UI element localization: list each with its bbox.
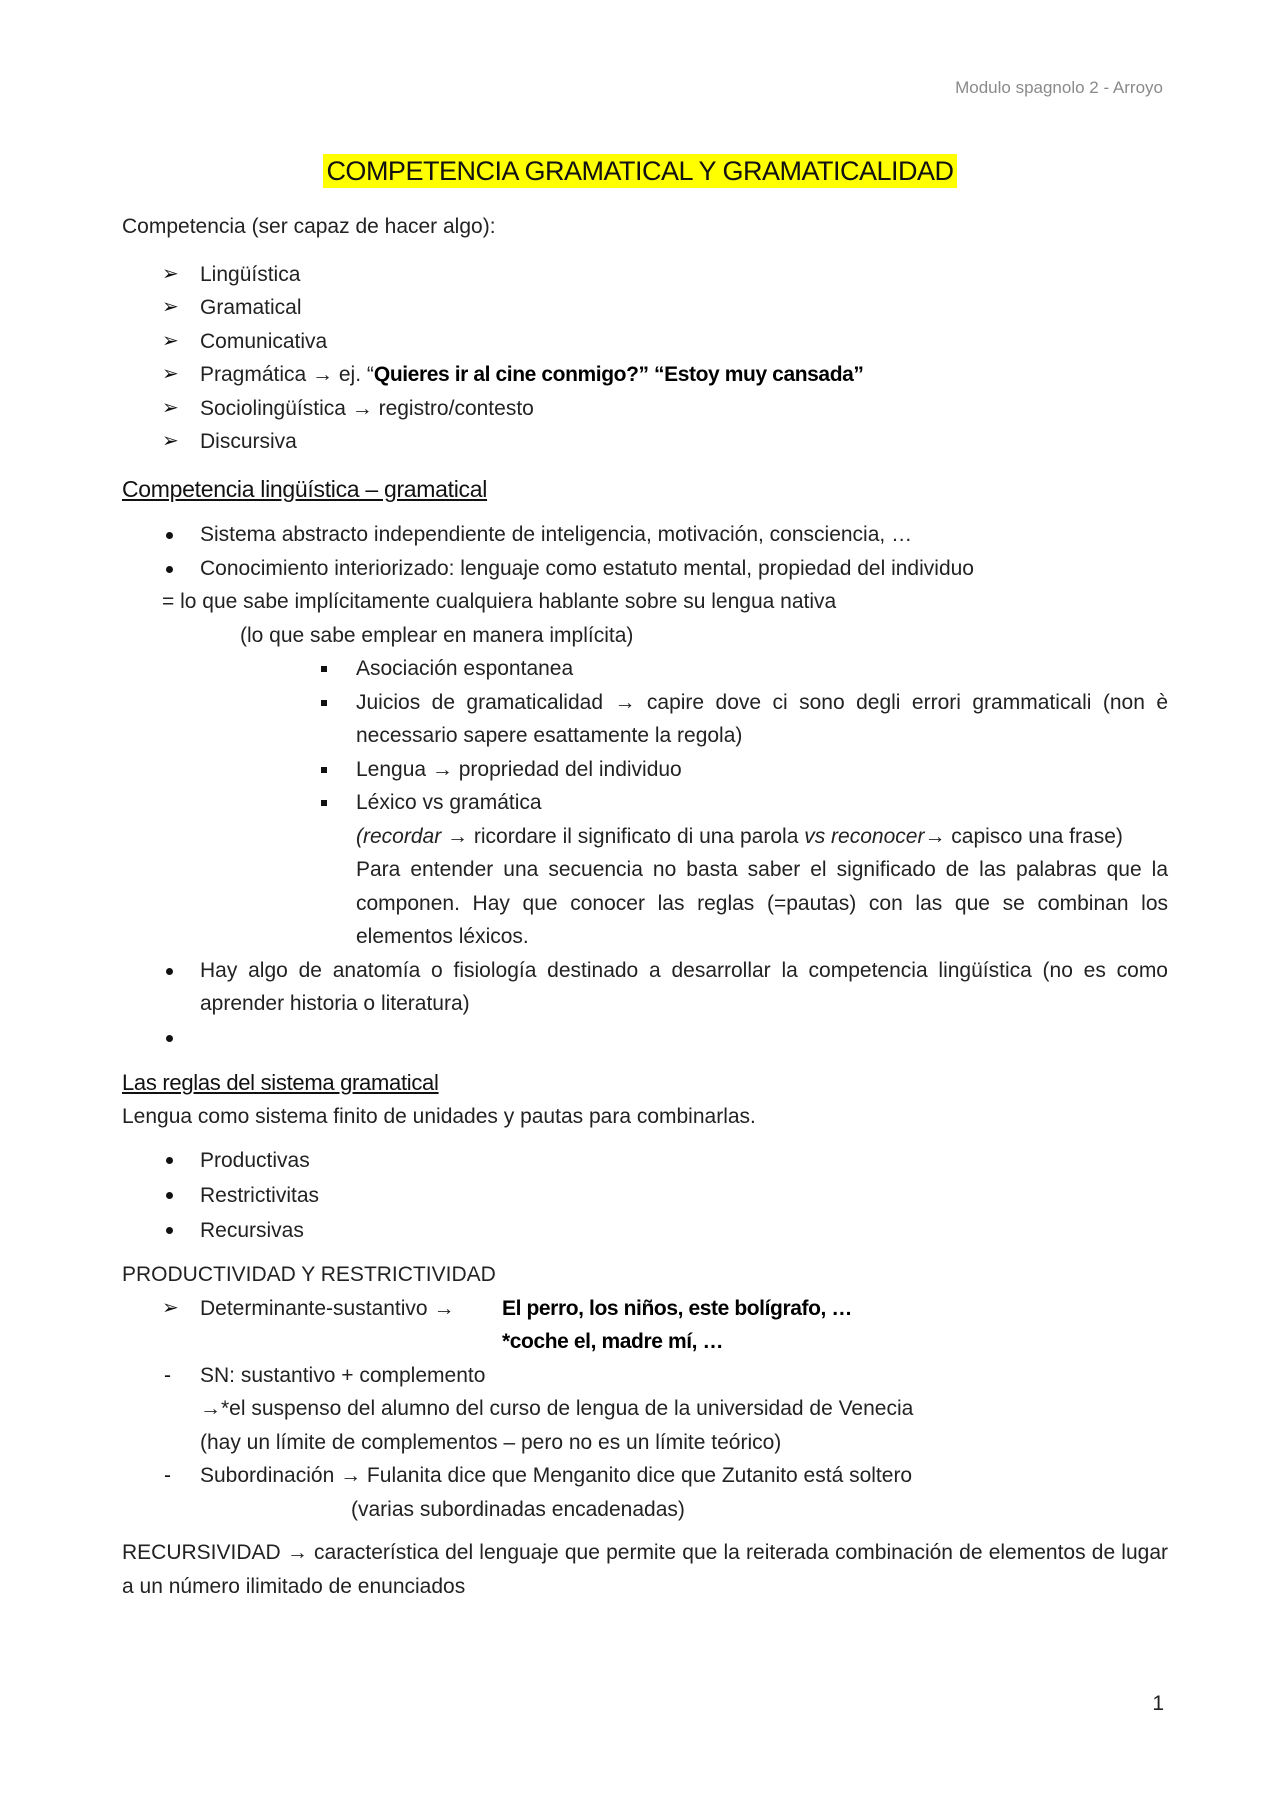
list-item: Conocimiento interiorizado: lenguaje como estatuto mental, propiedad del individuo	[122, 552, 1168, 586]
document-title: COMPETENCIA GRAMATICAL Y GRAMATICALIDAD	[323, 154, 956, 188]
section1-subitems	[122, 652, 1168, 954]
list-item: Asociación espontanea	[122, 652, 1168, 686]
recursividad-paragraph: RECURSIVIDAD → característica del lenguaje que permite que la reiterada combinación de elementos de lugar a un número ilimitado de enunciados	[122, 1541, 1168, 1598]
page-header: Modulo spagnolo 2 - Arroyo	[955, 78, 1163, 97]
example-incorrect: *coche el, madre mí, …	[502, 1330, 724, 1353]
list-item: Restrictivitas	[122, 1178, 1168, 1213]
list-item: ➢ Sociolingüística → registro/contesto	[122, 392, 1168, 426]
intro-line: Competencia (ser capaz de hacer algo):	[122, 215, 496, 238]
section2-bullets	[122, 1143, 1168, 1248]
definition-line: = lo que sabe implícitamente cualquiera hablante sobre su lengua nativa	[162, 590, 837, 613]
title-container	[0, 156, 1280, 187]
determinante-list	[122, 1292, 1168, 1326]
list-item: Lengua → propriedad del individuo	[122, 753, 1168, 787]
dash-list	[122, 1359, 1168, 1493]
section-heading: Competencia lingüística – gramatical	[122, 475, 488, 502]
section1-bullets	[122, 518, 1168, 585]
list-item: ➢ Comunicativa	[122, 325, 1168, 359]
list-item: ➢ Discursiva	[122, 425, 1168, 459]
parenthetical-line: (lo que sabe emplear en manera implícita)	[240, 623, 634, 647]
list-item: Léxico vs gramática (recordar → ricordare il significato di una parola vs reconocer→ capisco una frase) Para entender una secuencia no basta saber el significado de las palabras que la componen. Hay que conocer las reglas (=pautas) con las que se combinan los elementos léxicos.	[122, 786, 1168, 954]
subordinadas-note: (varias subordinadas encadenadas)	[351, 1497, 685, 1521]
page-number: 1	[1152, 1692, 1164, 1715]
list-item: ➢ Determinante-sustantivo → El perro, los niños, este bolígrafo, …	[122, 1292, 1168, 1326]
list-item: Recursivas	[122, 1213, 1168, 1248]
list-item: ➢ Lingüística	[122, 258, 1168, 292]
list-item: - Subordinación → Fulanita dice que Menganito dice que Zutanito está soltero	[122, 1459, 1168, 1493]
document-body	[122, 210, 1168, 1603]
list-item: Juicios de gramaticalidad → capire dove ci sono degli errori grammaticali (non è necessario sapere esattamente la regola)	[122, 686, 1168, 753]
list-item: ➢ Pragmática → ej. “Quieres ir al cine conmigo?” “Estoy muy cansada”	[122, 358, 1168, 392]
lexico-note: (recordar → ricordare il significato di una parola vs reconocer→ capisco una frase)	[356, 824, 1123, 848]
section1-bullets-after	[122, 954, 1168, 1055]
list-item: Hay algo de anatomía o fisiología destinado a desarrollar la competencia lingüística (no es como aprender historia o literatura)	[122, 954, 1168, 1021]
lexico-paragraph: Para entender una secuencia no basta saber el significado de las palabras que la componen. Hay que conocer las reglas (=pautas) con las que se combinan los elementos léxicos.	[356, 858, 1168, 948]
example-correct: El perro, los niños, este bolígrafo, …	[502, 1296, 853, 1320]
list-item-empty	[122, 1021, 1168, 1055]
subheading: PRODUCTIVIDAD Y RESTRICTIVIDAD	[122, 1263, 496, 1286]
competencias-list	[122, 258, 1168, 459]
list-item: - SN: sustantivo + complemento →*el suspenso del alumno del curso de lengua de la universidad de Venecia (hay un límite de complementos – pero no es un límite teórico)	[122, 1359, 1168, 1460]
list-item: ➢ Gramatical	[122, 291, 1168, 325]
list-item: Productivas	[122, 1143, 1168, 1178]
section-heading: Las reglas del sistema gramatical	[122, 1070, 439, 1095]
list-item: Sistema abstracto independiente de inteligencia, motivación, consciencia, …	[122, 518, 1168, 552]
section2-intro: Lengua como sistema finito de unidades y pautas para combinarlas.	[122, 1104, 756, 1128]
